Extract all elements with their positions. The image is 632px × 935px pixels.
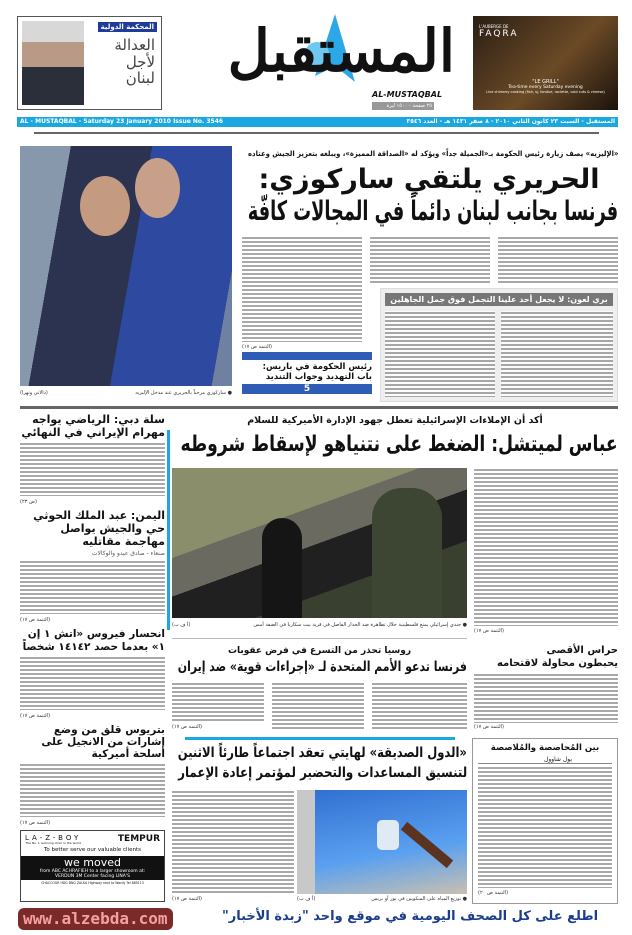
photo-caption: ● توزيع المياه على المنكوبين في بور أو برنس [371, 896, 467, 902]
slogan-line: لأجل [125, 52, 155, 71]
photo-caption: ● ساركوزي مرحباً بالحريري عند مدخل الإليزيه [135, 390, 232, 396]
haiti-headline[interactable]: «الدول الصديقة» لهايتي تعقد اجتماعاً طارئاً الاثنين [177, 745, 467, 761]
divider [34, 132, 599, 134]
divider [172, 638, 467, 639]
inset-page: 5 [242, 384, 372, 394]
tribunal-label: المحكمة الدولية [98, 22, 157, 32]
dateline-en: AL - MUSTAQBAL - Saturday 23 January 2010 Issue No. 3546 [20, 118, 224, 125]
ad-brand: LA-Z-BOY [25, 834, 82, 842]
dateline-bar [17, 117, 618, 127]
lead-kicker: «الإليزيه» يصف زيارة رئيس الحكومة بـ«الجميلة جداً» ويؤكد له «الصداقة المميزة»، ويبلغه بتعزيز الجيش وعتاده [247, 149, 618, 158]
byline: صنعاء - صادق عبدو والوكالات [91, 550, 165, 558]
opinion-column[interactable] [472, 738, 618, 904]
abbas-headline[interactable]: عباس لميتشل: الضغط على نتنياهو لإسقاط شروطه [180, 432, 618, 457]
watermark-url[interactable]: www.alzebda.com [18, 908, 173, 930]
article-headline[interactable]: بتريوس قلق من وضع إشارات من الانجيل على أسلحة أميركية [41, 723, 165, 760]
accent-bar [185, 737, 455, 740]
article-headline[interactable]: انحسار فيروس «اتش ١ إن ١» بعدما حصد ١٤١٤٢ شخصاً [22, 628, 165, 653]
body-text [172, 682, 264, 722]
lead-headline-row[interactable] [240, 196, 618, 227]
hariri-sarkozy-photo[interactable] [20, 146, 232, 386]
haiti-headline-row[interactable] [172, 765, 467, 781]
logo[interactable] [180, 14, 455, 114]
ad-brand-small: L'AUBERGE DE [479, 24, 509, 29]
abbas-protest-photo[interactable] [172, 468, 467, 618]
continued[interactable]: (التتمة ص ١٧) [172, 724, 203, 730]
tribunal-box[interactable] [17, 16, 162, 110]
lead-headline-row[interactable] [240, 164, 618, 195]
faqra-ad[interactable] [473, 16, 618, 110]
watermark-slogan: اطلع على كل الصحف اليومية في موقع واحد "زبدة الأخبار" [221, 909, 599, 924]
ad-line: CHACCOUR HDG BNG ZALKA Highway next to Wardy Tel 889113 [41, 881, 144, 886]
body-text [172, 790, 294, 894]
ad-line: "LE GRILL" [532, 79, 559, 85]
aqsa-headline[interactable]: يحبطون محاولة لاقتحامه [496, 658, 618, 669]
photo-credit: (أ ف ب) [297, 896, 316, 902]
photo-credit: (أ ف ب) [172, 622, 191, 628]
body-text [242, 236, 362, 342]
abbas-headline-row[interactable] [172, 432, 618, 457]
accent-bar [167, 430, 170, 630]
continued[interactable]: (التتمة ص ١٧) [242, 344, 273, 350]
slogan-line: العدالة [114, 36, 155, 54]
body-text [474, 673, 618, 723]
continued[interactable]: (التتمة ص ٢٠) [478, 889, 509, 896]
ad-line: To better serve our valuable clients [43, 847, 141, 854]
aqsa-headline[interactable]: حراس الأقصى [546, 645, 618, 656]
inset-title: باب التهديد وجواب التنديد [265, 372, 372, 382]
lead-headline[interactable]: فرنسا بجانب لبنان دائماً في المجالات كافّة [247, 196, 618, 227]
abbas-kicker: أكد أن الإملاءات الإسرائيلية تعطل جهود الإدارة الأميركية للسلام [247, 415, 543, 426]
ad-line: Live chimney cooking (fish, sj, fondue, raclette, cold cuts & cheese) [486, 90, 605, 94]
photo-caption-row [325, 896, 467, 902]
continued[interactable]: (التتمة ص ١٧) [20, 712, 51, 719]
article-headline[interactable]: سلة دبي: الرياضي يواجه مهرام الإيراني في النهائي [21, 413, 165, 439]
ad-tagline: The No. 1 reclining chair in the world [25, 841, 81, 846]
iran-kicker: روسيا تحذر من التسرع في فرض عقوبات [227, 646, 412, 656]
iran-headline-row[interactable] [172, 660, 467, 676]
inset-title: رئيس الحكومة في باريس: [262, 362, 372, 372]
divider [20, 406, 618, 409]
body-text [20, 560, 165, 614]
iran-headline[interactable]: فرنسا تدعو الأمم المتحدة لـ «إجراءات قوية» ضد إيران [177, 659, 467, 675]
body-text [272, 682, 364, 730]
body-text [474, 468, 618, 626]
ad-brand: TEMPUR [117, 834, 160, 844]
lead-headline[interactable]: الحريري يلتقي ساركوزي: [258, 164, 600, 195]
photo-credit: (دالاتي ونهرا) [20, 390, 48, 396]
logo-latin: AL-MUSTAQBAL [372, 90, 443, 99]
ad-line: Tea-time every Saturday evening [508, 85, 583, 90]
furniture-ad[interactable] [20, 830, 165, 902]
logo-sub: ٢٥ صفحة - ١٥٠٠ ليرة [372, 102, 434, 110]
continued[interactable]: (التتمة ص ١٧) [20, 820, 51, 827]
photo-caption-row [200, 622, 467, 628]
iran-kicker-row [172, 646, 467, 656]
slogan-line: لبنان [125, 69, 155, 87]
ad-headline: we moved [64, 855, 121, 869]
ad-line: VERDUN 3M Center facing LINA'S [55, 873, 130, 879]
box-headline: بري لعون: لا يجعل أحد علينا التجمل فوق جمل الجاهلين [390, 295, 608, 304]
ad-line: from ABC ACHRAFIEH to a larger showroom at: [39, 868, 146, 874]
continued[interactable]: (التتمة ص ١٧) [474, 724, 505, 730]
article-headline[interactable]: اليمن: عبد الملك الحوثي حي والجيش يواصل مهاجمة مقاتليه [33, 509, 165, 548]
body-text [370, 236, 490, 284]
continued[interactable]: (التتمة ص ١٧) [20, 617, 51, 624]
body-text [498, 236, 618, 284]
dateline-ar: المستقبل - السبت ٢٣ كانون الثاني ٢٠١٠ - ٨ صفر ١٤٣١ هـ - العدد ٣٥٤٦ [406, 118, 615, 125]
inset-box[interactable] [242, 352, 372, 402]
abbas-kicker-row [172, 416, 618, 427]
continued[interactable]: (ص ٢٣) [20, 499, 37, 506]
berri-box[interactable] [380, 288, 618, 402]
logo-arabic: المستقبل [227, 17, 455, 85]
haiti-water-photo[interactable] [297, 790, 467, 894]
ad-brand: FAQRA [479, 29, 519, 39]
continued[interactable]: (التتمة ص ١٧) [474, 628, 505, 634]
column-title: بين المُحاصصة والمُلاصصة [490, 743, 600, 753]
photo-caption-row [70, 390, 232, 396]
body-text [372, 682, 467, 730]
lead-kicker-row [240, 150, 618, 159]
hariri-portrait [22, 21, 84, 105]
haiti-headline[interactable]: لتنسيق المساعدات والتحضير لمؤتمر إعادة الإعمار [177, 765, 467, 781]
box-headline-row [385, 293, 613, 306]
continued[interactable]: (التتمة ص ١٧) [172, 896, 203, 902]
column-author: بول شاوول [478, 756, 612, 764]
watermark-slogan-row [200, 910, 620, 925]
haiti-headline-row[interactable] [172, 745, 467, 761]
photo-caption: ● جندي إسرائيلي يمنع فلسطينية خلال تظاهرة ضد الجدار الفاصل في قرية بيت سكاريا في الضفة أمس [253, 622, 467, 628]
